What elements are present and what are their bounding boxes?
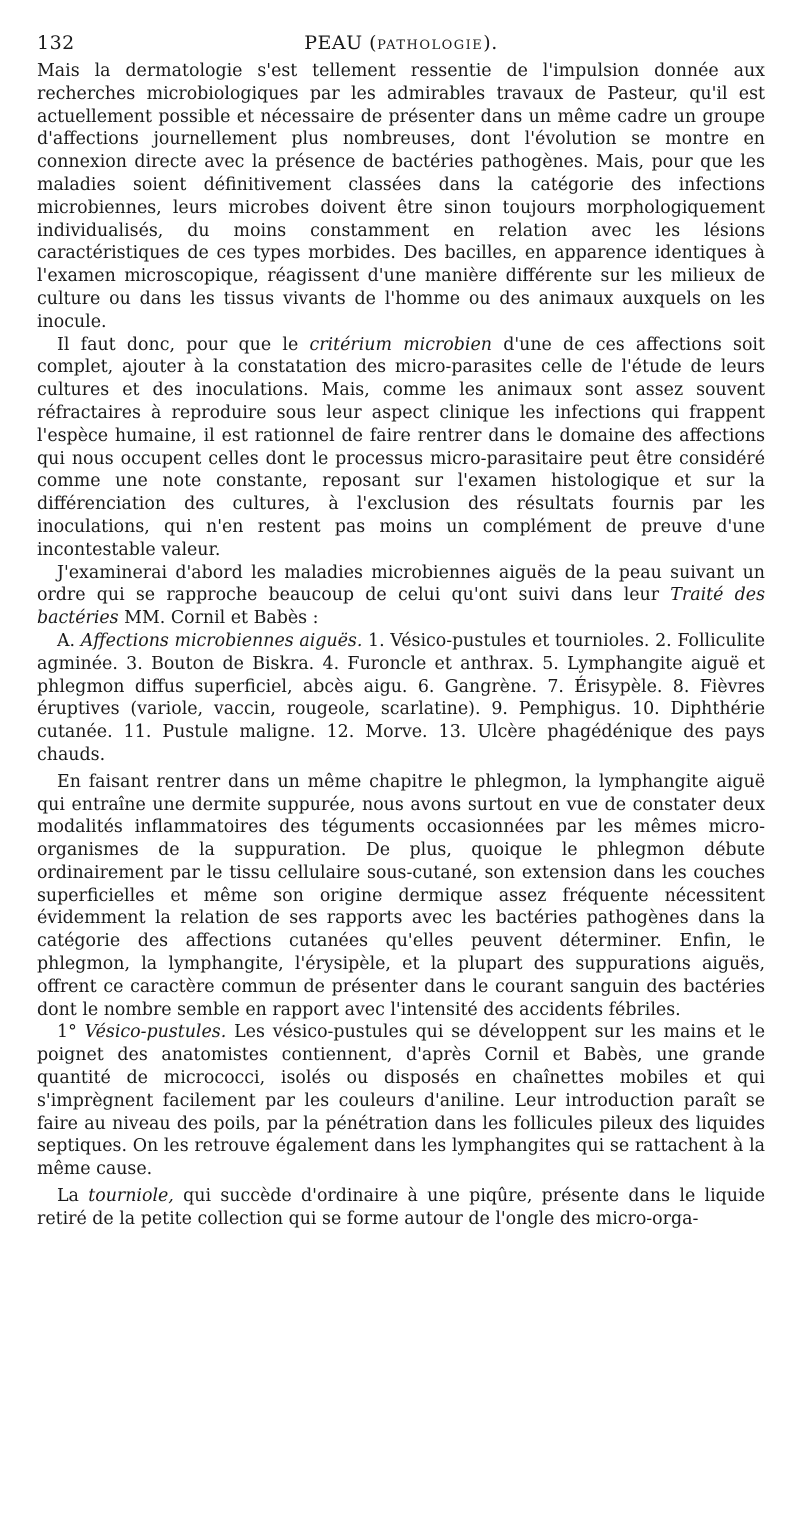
running-title-main: PEAU ( <box>304 32 378 54</box>
running-title <box>37 32 765 54</box>
body-text <box>37 60 765 1231</box>
emphasis-criterium: critérium microbien <box>309 334 492 355</box>
paragraph-3: J'examinerai d'abord les maladies microbiennes aiguës de la peau suivant un ordre qui se rapproche beaucoup de celui qu'ont suivi dans leur Traité des bactéries MM. Cornil et Babès : <box>37 562 765 629</box>
paragraph-4-list: A. Affections microbiennes aiguës. 1. Vésico-pustules et tournioles. 2. Folliculite agminée. 3. Bouton de Biskra. 4. Furoncle et anthrax. 5. Lymphangite aiguë et phlegmon diffus superficiel, abcès aigu. 6. Gangrène. 7. Érisypèle. 8. Fièvres éruptives (variole, vaccin, rougeole, scarlatine). 9. Pemphigus. 10. Diphthérie cutanée. 11. Pustule maligne. 12. Morve. 13. Ulcère phagédénique des pays chauds. <box>37 630 765 765</box>
paragraph-7: La tourniole, qui succède d'ordinaire à une piqûre, présente dans le liquide retiré de la petite collection qui se forme autour de l'ongle des micro-orga- <box>37 1186 765 1229</box>
paragraph-6: 1° Vésico-pustules. Les vésico-pustules qui se développent sur les mains et le poignet des anatomistes contiennent, d'après Cornil et Babès, une grande quantité de micrococci, isolés ou disposés en chaînettes mobiles et qui s'imprègnent facilement par les couleurs d'aniline. Leur introduction paraît se faire au niveau des poils, par la pénétration dans les follicules pileux des liquides septiques. On les retrouve également dans les lymphangites qui se rattachent à la même cause. <box>37 1022 765 1180</box>
emphasis-affections: Affections microbiennes aiguës. <box>80 630 363 651</box>
running-header <box>37 30 765 60</box>
emphasis-tourniole: tourniole, <box>88 1186 174 1207</box>
running-title-small-caps: PATHOLOGIE <box>377 38 484 53</box>
page <box>37 30 765 1231</box>
running-title-end: ). <box>483 32 498 54</box>
emphasis-vesico: Vésico-pustules. <box>84 1022 227 1043</box>
page-number: 132 <box>37 32 75 54</box>
paragraph-5: En faisant rentrer dans un même chapitre le phlegmon, la lymphangite aiguë qui entraîne une dermite suppurée, nous avons surtout en vue de constater deux modalités inflammatoires des téguments occasionnées par les mêmes micro-organismes de la suppuration. De plus, quoique le phlegmon débute ordinairement par le tissu cellulaire sous-cutané, son extension dans les couches superficielles et même son origine dermique assez fréquente nécessitent évidemment la relation de ses rapports avec les bactéries pathogènes dans la catégorie des affections cutanées qu'elles peuvent déterminer. Enfin, le phlegmon, la lymphangite, l'érysipèle, et la plupart des suppurations aiguës, offrent ce caractère commun de présenter dans le courant sanguin des bactéries dont le nombre semble en rapport avec l'intensité des accidents fébriles. <box>37 771 765 1020</box>
paragraph-1: Mais la dermatologie s'est tellement ressentie de l'impulsion donnée aux recherches microbiologiques par les admirables travaux de Pasteur, qu'il est actuellement possible et nécessaire de présenter dans un même cadre un groupe d'affections journellement plus nombreuses, dont l'évolution se montre en connexion directe avec la présence de bactéries pathogènes. Mais, pour que les maladies soient définitivement classées dans la catégorie des infections microbiennes, leurs microbes doivent être sinon toujours morphologiquement individualisés, du moins constamment en relation avec les lésions caractéristiques de ces types morbides. Des bacilles, en apparence identiques à l'examen microscopique, réagissent d'une manière différente sur les milieux de culture ou dans les tissus vivants de l'homme ou des animaux auxquels on les inocule. <box>37 61 765 332</box>
emphasis-traite: Traité des bactéries <box>37 585 765 629</box>
paragraph-2: Il faut donc, pour que le critérium microbien d'une de ces affections soit complet, ajouter à la constatation des micro-parasites celle de l'étude de leurs cultures et des inoculations. Mais, comme les animaux sont assez souvent réfractaires à reproduire sous leur aspect clinique les infections qui frappent l'espèce humaine, il est rationnel de faire rentrer dans le domaine des affections qui nous occupent celles dont le processus micro-parasitaire peut être considéré comme une note constante, reposant sur l'examen histologique et sur la différenciation des cultures, à l'exclusion des résultats fournis par les inoculations, qui n'en restent pas moins un complément de preuve d'une incontestable valeur. <box>37 334 765 560</box>
